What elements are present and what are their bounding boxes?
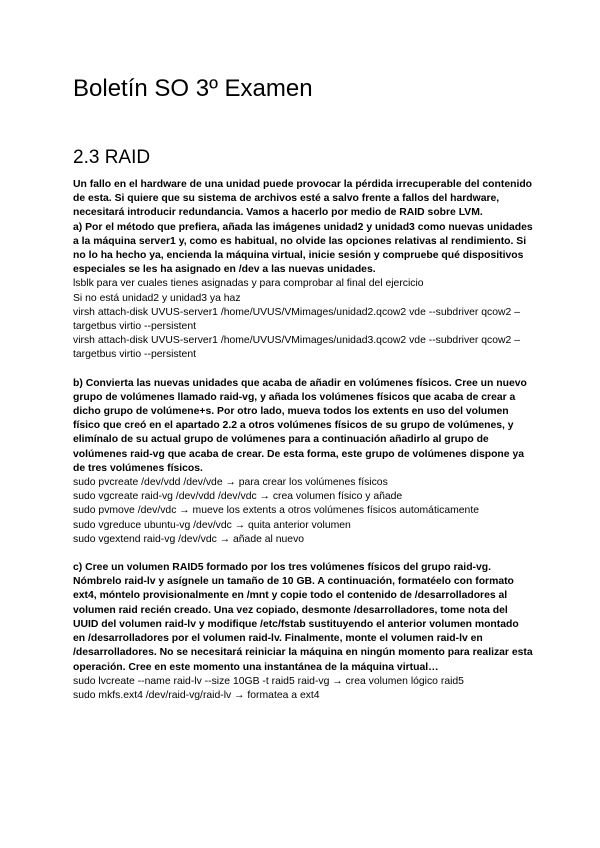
part-c-answer-line: sudo lvcreate --name raid-lv --size 10GB -t raid5 raid-vg → crea volumen lógico raid5	[73, 675, 464, 687]
part-a-answer-line: Si no está unidad2 y unidad3 ya haz	[73, 292, 241, 304]
part-c-answer-line: sudo mkfs.ext4 /dev/raid-vg/raid-lv → formatea a ext4	[73, 689, 320, 701]
part-b-answer-line: sudo vgcreate raid-vg /dev/vdd /dev/vdc → crea volumen físico y añade	[73, 491, 403, 503]
intro-paragraph: Un fallo en el hardware de una unidad puede provocar la pérdida irrecuperable del contenido de esta. Si quiere que su sistema de archivos esté a salvo frente a fallos del hardware, necesitará introducir redundancia. Vamos a hacerlo por medio de RAID sobre LVM.	[73, 179, 533, 219]
document-body	[73, 178, 533, 703]
paragraph-gap	[73, 547, 533, 561]
part-b-answer-line: sudo pvmove /dev/vdc → mueve los extents a otros volúmenes físicos automáticamente	[73, 505, 480, 517]
document-title: Boletín SO 3º Examen	[73, 75, 313, 102]
part-b-answer-line: sudo vgextend raid-vg /dev/vdc → añade al nuevo	[73, 533, 305, 545]
part-a-question: a) Por el método que prefiera, añada las imágenes unidad2 y unidad3 como nuevas unidades a la máquina server1 y, como es habitual, no olvide las opciones relativas al rendimiento. Si no lo ha hecho ya, encienda la máquina virtual, inicie sesión y compruebe qué dispositivos especiales se les ha asignado en /dev a las nuevas unidades.	[73, 221, 533, 276]
paragraph-gap	[73, 363, 533, 377]
part-b-answer-line: sudo vgreduce ubuntu-vg /dev/vdc → quita anterior volumen	[73, 519, 351, 531]
section-title: 2.3 RAID	[73, 147, 151, 168]
part-a-answer-line: virsh attach-disk UVUS-server1 /home/UVUS/VMimages/unidad3.qcow2 vde --subdriver qcow2 –targetbus virtio --persistent	[73, 335, 520, 361]
part-c-question: c) Cree un volumen RAID5 formado por los tres volúmenes físicos del grupo raid-vg. Nómbrelo raid-lv y asígnele un tamaño de 10 GB. A continuación, formatéelo con formato ext4, móntelo provisionalmente en /mnt y copie todo el contenido de /desarrolladores al volumen raid recién creado. Una vez copiado, desmonte /desarrolladores, tome nota del UUID del volumen raid-lv y modifique /etc/fstab sustituyendo el anterior volumen montado en /desarrolladores por el volumen raid-lv. Finalmente, monte el volumen raid-lv en /desarrolladores. No se necesitará reiniciar la máquina en ningún momento para realizar esta operación. Cree en este momento una instantánea de la máquina virtual…	[73, 562, 533, 673]
part-a-answer-line: lsblk para ver cuales tienes asignadas y para comprobar al final del ejercicio	[73, 278, 424, 290]
part-b-answer-line: sudo pvcreate /dev/vdd /dev/vde → para crear los volúmenes físicos	[73, 477, 388, 489]
part-a-answer-line: virsh attach-disk UVUS-server1 /home/UVUS/VMimages/unidad2.qcow2 vde --subdriver qcow2 –targetbus virtio --persistent	[73, 306, 520, 333]
part-b-question: b) Convierta las nuevas unidades que acaba de añadir en volúmenes físicos. Cree un nuevo grupo de volúmenes llamado raid-vg, y añada los volúmenes físicos que acaba de crear a dicho grupo de volúmene+s. Por otro lado, mueva todos los extents en uso del volumen físico que creó en el apartado 2.2 a otros volúmenes físicos de su grupo de volúmenes, y elimínalo de su actual grupo de volúmenes para a continuación añadirlo al grupo de volúmenes raid-vg que acaba de crear. De esta forma, este grupo de volúmenes dispone ya de tres volúmenes físicos.	[73, 377, 527, 474]
